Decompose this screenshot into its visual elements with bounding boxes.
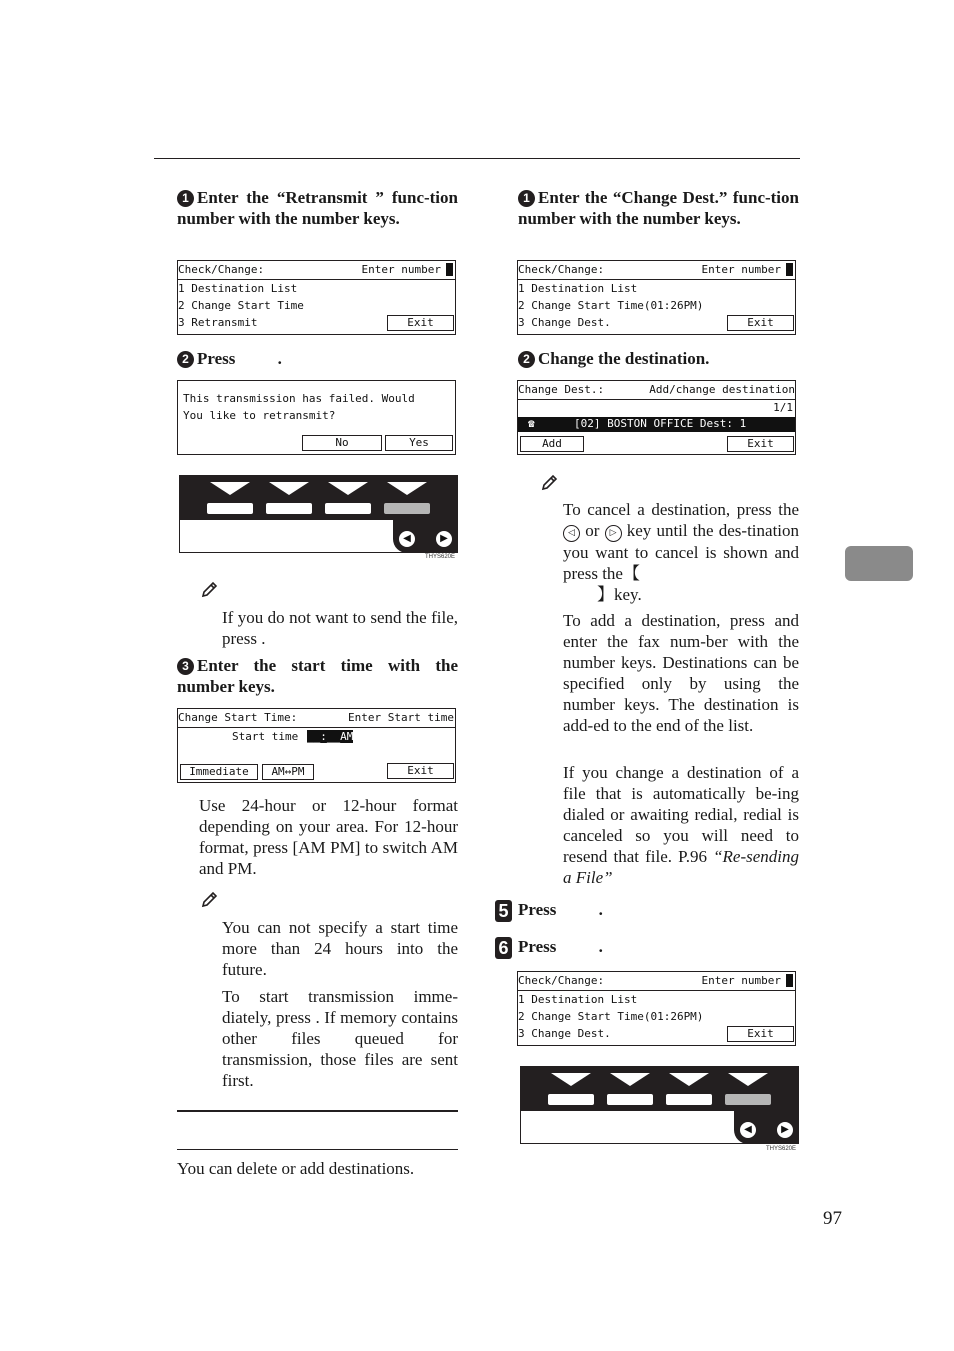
lcd-check-change-1 xyxy=(177,260,456,335)
left-arrow-key-icon: ◁ xyxy=(563,525,580,542)
figure-caption: THYS620E xyxy=(766,1146,797,1152)
step-text: Enter the “Change Dest.” func-tion number with the number keys. xyxy=(518,188,799,228)
lcd-item-3: 3 Change Dest. xyxy=(518,1027,611,1040)
right-step-6 xyxy=(495,936,695,959)
left-step-2 xyxy=(177,348,458,369)
cursor-block xyxy=(446,263,453,276)
step-text: Press . xyxy=(197,349,282,368)
step-number: 1 xyxy=(518,190,535,207)
highlighted-key xyxy=(725,1094,771,1105)
lcd-item-3: 3 Retransmit xyxy=(178,316,258,329)
selection-key-1[interactable] xyxy=(551,1073,591,1086)
right-note-add: To add a destination, press and enter the fax num-ber with the number keys. Destinations can be specified only by using the number keys. The destination is add-ed to the end of the list. xyxy=(563,611,799,735)
header-rule xyxy=(154,158,800,159)
pencil-note-icon xyxy=(200,581,218,599)
start-time-field[interactable]: __:__AM xyxy=(307,730,354,743)
right-arrow-key-icon[interactable]: ▶ xyxy=(777,1122,793,1138)
lcd-hint: Enter number xyxy=(701,974,781,987)
selection-key-3[interactable] xyxy=(328,482,368,495)
left-step-3 xyxy=(177,655,458,697)
pencil-note-icon xyxy=(200,891,218,909)
step-number: 5 xyxy=(495,900,512,922)
right-note-redial: If you change a destination of a file that is automatically be-ing dialed or awaiting redial, redial is canceled so you will need to resend that file. P.96 “Re-sending a File” xyxy=(563,763,800,887)
lcd-retransmit-prompt xyxy=(177,380,456,455)
control-panel-illustration xyxy=(179,475,458,553)
left-footer-text: You can delete or add destinations. xyxy=(177,1159,415,1178)
highlighted-key xyxy=(384,503,430,514)
lcd-title: Check/Change: xyxy=(518,974,605,987)
right-step-2 xyxy=(518,348,799,369)
page-number: 97 xyxy=(823,1208,842,1229)
exit-button[interactable]: Exit xyxy=(727,1026,794,1042)
step-text: Press . xyxy=(518,937,603,956)
right-arrow-key-icon: ▷ xyxy=(605,525,622,542)
left-note-2a: You can not specify a start time more than 24 hours into the future. xyxy=(222,918,458,979)
right-step-5 xyxy=(495,899,695,922)
step-number: 3 xyxy=(177,658,194,675)
control-panel-illustration xyxy=(520,1066,799,1144)
step-text: Change the destination. xyxy=(538,349,710,368)
left-arrow-key-icon[interactable]: ◀ xyxy=(740,1122,756,1138)
step-number: 2 xyxy=(177,351,194,368)
lcd-change-destination xyxy=(517,380,796,455)
lcd-message-line-2: You like to retransmit? xyxy=(183,409,336,422)
lcd-hint: Add/change destination xyxy=(649,383,795,396)
lcd-change-start-time xyxy=(177,708,456,783)
lcd-item-2: 2 Change Start Time(01:26PM) xyxy=(518,1010,704,1023)
selected-destination-row[interactable] xyxy=(518,417,795,432)
section-rule-thin xyxy=(177,1149,458,1150)
selection-key-2[interactable] xyxy=(610,1073,650,1086)
selection-key-3[interactable] xyxy=(669,1073,709,1086)
lcd-check-change-2 xyxy=(517,260,796,335)
lcd-check-change-3 xyxy=(517,971,796,1046)
section-rule-thick xyxy=(177,1110,458,1112)
phone-icon: ☎ xyxy=(528,417,535,430)
lcd-item-1: 1 Destination List xyxy=(518,993,638,1006)
am-pm-button[interactable]: AM↔PM xyxy=(262,764,314,780)
step-text: Press . xyxy=(518,900,603,919)
chapter-tab xyxy=(845,546,913,581)
lcd-item-2: 2 Change Start Time(01:26PM) xyxy=(518,299,704,312)
exit-button[interactable]: Exit xyxy=(387,763,454,779)
destination-text: [02] BOSTON OFFICE Dest: 1 xyxy=(574,417,747,430)
immediate-button[interactable]: Immediate xyxy=(180,764,258,780)
selection-key-2[interactable] xyxy=(269,482,309,495)
add-button[interactable]: Add xyxy=(520,436,584,452)
figure-caption: THYS620E xyxy=(425,554,456,560)
cursor-block xyxy=(786,974,793,987)
right-arrow-key-icon[interactable]: ▶ xyxy=(436,531,452,547)
exit-button[interactable]: Exit xyxy=(727,315,794,331)
exit-button[interactable]: Exit xyxy=(727,436,794,452)
yes-button[interactable]: Yes xyxy=(385,435,453,451)
lcd-title: Check/Change: xyxy=(518,263,605,276)
left-note-2b: To start transmission imme-diately, press . If memory contains other files queued for transmission, those files are sent first. xyxy=(222,987,458,1090)
cross-reference-title[interactable]: “Re-sending a File” xyxy=(563,847,800,887)
left-arrow-key-icon[interactable]: ◀ xyxy=(399,531,415,547)
cursor-block xyxy=(786,263,793,276)
right-step-1 xyxy=(518,187,799,229)
no-button[interactable]: No xyxy=(302,435,382,451)
step-number: 2 xyxy=(518,351,535,368)
pencil-note-icon xyxy=(540,474,558,492)
step-text: Enter the “Retransmit ” func-tion number with the number keys. xyxy=(177,188,458,228)
left-note-1: If you do not want to send the file, press . xyxy=(222,608,458,648)
selection-key-4[interactable] xyxy=(387,482,427,495)
step-number: 6 xyxy=(495,937,512,959)
lcd-item-1: 1 Destination List xyxy=(518,282,638,295)
step-number: 1 xyxy=(177,190,194,207)
selection-key-1[interactable] xyxy=(210,482,250,495)
lcd-hint: Enter number xyxy=(701,263,781,276)
step-text: Enter the start time with the number keys. xyxy=(177,656,458,696)
lcd-item-2: 2 Change Start Time xyxy=(178,299,304,312)
selection-key-4[interactable] xyxy=(728,1073,768,1086)
lcd-title: Check/Change: xyxy=(178,263,265,276)
lcd-item-1: 1 Destination List xyxy=(178,282,298,295)
left-paragraph-format: Use 24-hour or 12-hour format depending on your area. For 12-hour format, press [AM PM] to switch AM and PM. xyxy=(199,796,458,878)
left-step-1 xyxy=(177,187,458,229)
page-indicator: 1/1 xyxy=(773,401,793,414)
lcd-message-line-1: This transmission has failed. Would xyxy=(183,392,415,405)
cross-reference-page[interactable]: P.96 xyxy=(678,847,707,866)
lcd-title: Change Dest.: xyxy=(518,383,605,396)
lcd-item-3: 3 Change Dest. xyxy=(518,316,611,329)
lcd-hint: Enter Start time xyxy=(348,711,454,724)
exit-button[interactable]: Exit xyxy=(387,315,454,331)
right-note-cancel: To cancel a destination, press the ◁ or ▷ key until the des-tination you want to cancel is shown and press the【 】key. xyxy=(563,500,800,604)
lcd-hint: Enter number xyxy=(361,263,441,276)
start-time-label: Start time xyxy=(232,730,299,743)
lcd-title: Change Start Time: xyxy=(178,711,298,724)
